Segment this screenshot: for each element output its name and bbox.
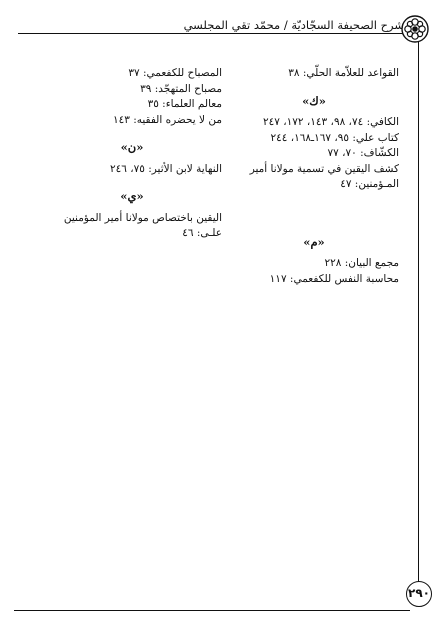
- index-entry: المصباح للكفعمي: ٣٧: [128, 67, 222, 79]
- section-heading-y: «ي»: [120, 189, 144, 203]
- section-heading-n: «ن»: [120, 140, 144, 154]
- page-number: ٢٩٠: [406, 581, 432, 607]
- running-header-title: شرح الصحيفة السجّاديّة / محمّد تقي المجلسي: [183, 18, 404, 32]
- index-entry: الكشّاف: ٧٠، ٧٧: [327, 147, 399, 159]
- index-entry: من لا يحضره الفقيه: ١٤٣: [112, 113, 222, 126]
- index-entry: اليقين باختصاص مولانا أمير المؤمنين علـى: ٤٦: [63, 211, 222, 239]
- index-column-left: [42, 66, 222, 242]
- index-entry: النهاية لابن الأثير: ٧٥، ٢٤٦: [109, 162, 222, 175]
- index-entry: مصباح المتهجّد: ٣٩: [140, 82, 222, 95]
- header-rule: [18, 33, 412, 34]
- index-entry: محاسبة النفس للكفعمي: ١١٧: [269, 272, 399, 285]
- index-column-right: [229, 66, 399, 287]
- section-heading-m: «م»: [303, 234, 325, 249]
- section-heading-k: «ك»: [302, 93, 326, 108]
- index-entry: مجمع البيان: ٢٢٨: [324, 257, 399, 269]
- index-entry: معالم العلماء: ٣٥: [147, 98, 222, 110]
- index-entry: كشف اليقين في تسمية مولانا أمير المـؤمنين: ٤٧: [249, 162, 399, 190]
- index-entry: كتاب علي: ٩٥، ١٦٧ـ١٦٨، ٢٤٤: [270, 131, 399, 144]
- footer-rule: [14, 610, 410, 611]
- index-entry: الكافي: ٧٤، ٩٨، ١٤٣، ١٧٢، ٢٤٧: [262, 116, 399, 128]
- right-margin-rule: [418, 40, 419, 600]
- flower-ornament-icon: [400, 14, 430, 44]
- index-entry: القواعد للعلاّمة الحلّي: ٣٨: [288, 67, 399, 79]
